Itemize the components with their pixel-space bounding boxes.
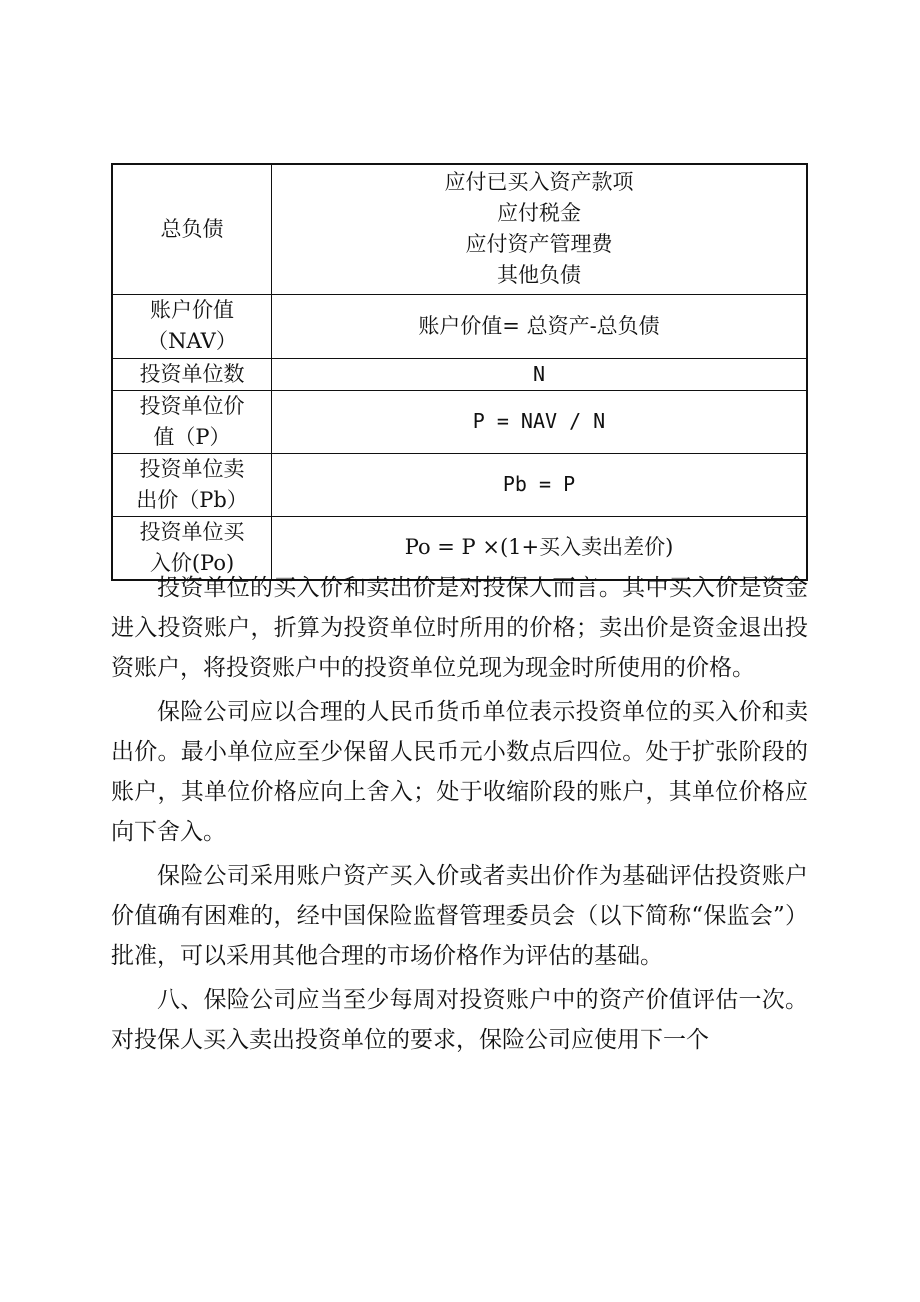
row-value-unit-count: N	[272, 358, 808, 390]
table-row-total-liabilities	[112, 164, 807, 294]
table-row-bid-price	[112, 453, 807, 516]
valuation-table	[111, 163, 808, 581]
paragraph-rounding-rule: 保险公司应以合理的人民币货币单位表示投资单位的买入价和卖出价。最小单位应至少保留人民币元小数点后四位。处于扩张阶段的账户，其单位价格应向上舍入；处于收缩阶段的账户，其单位价格应向下舍入。	[111, 699, 808, 845]
row-label-bid-price: 投资单位卖 出价（Pb）	[112, 453, 272, 516]
liability-item: 应付税金	[497, 201, 581, 226]
table-row-nav	[112, 294, 807, 358]
paragraph-price-definition: 投资单位的买入价和卖出价是对投保人而言。其中买入价是资金进入投资账户，折算为投资单位时所用的价格；卖出价是资金退出投资账户，将投资账户中的投资单位兑现为现金时所使用的价格。	[111, 575, 808, 681]
paragraph-alternative-valuation: 保险公司采用账户资产买入价或者卖出价作为基础评估投资账户价值确有困难的，经中国保险监督管理委员会（以下简称“保监会”）批准，可以采用其他合理的市场价格作为评估的基础。	[111, 863, 808, 969]
row-value-bid-price-formula: Pb = P	[272, 453, 808, 516]
row-value-offer-price-formula: Po = P ×(1+买入卖出差价)	[272, 516, 808, 580]
row-label-total-liabilities: 总负债	[112, 164, 272, 294]
liability-item: 应付已买入资产款项	[444, 170, 634, 195]
row-value-nav-formula: 账户价值= 总资产-总负债	[272, 294, 808, 358]
row-label-unit-value: 投资单位价 值（P）	[112, 390, 272, 453]
table-row-unit-count	[112, 358, 807, 390]
body-text	[111, 568, 808, 1064]
paragraph-weekly-valuation: 八、保险公司应当至少每周对投资账户中的资产价值评估一次。对投保人买入卖出投资单位的要求，保险公司应使用下一个	[111, 987, 808, 1053]
row-value-unit-value-formula: P = NAV / N	[272, 390, 808, 453]
row-label-unit-count: 投资单位数	[112, 358, 272, 390]
row-label-offer-price: 投资单位买 入价(Po)	[112, 516, 272, 580]
row-value-liability-items	[272, 164, 808, 294]
row-label-nav: 账户价值 （NAV）	[112, 294, 272, 358]
table-row-unit-value	[112, 390, 807, 453]
liability-item: 其他负债	[497, 263, 581, 288]
liability-item: 应付资产管理费	[465, 232, 613, 257]
